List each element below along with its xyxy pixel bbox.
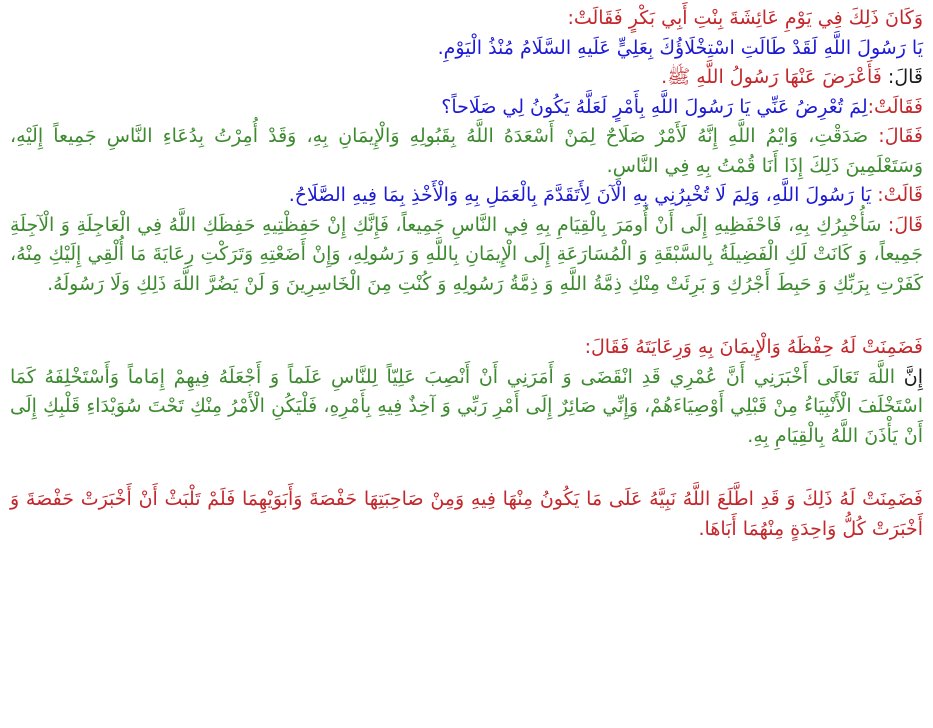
paragraph-conclusion	[10, 485, 923, 544]
narration-text: وَكَانَ ذَلِكَ فِي يَوْمِ عَائِشَةَ بِنْتِ أَبِي بَكْرٍ فَقَالَتْ:	[567, 7, 923, 29]
narration-text: فَضَمِنَتْ لَهُ ذَلِكَ وَ قَدِ اطَّلَعَ اللَّهُ نَبِيَّهُ عَلَى مَا يَكُونُ مِنْهَا فِيهِ وَمِنْ صَاحِبَتِهَا حَفْصَةَ وَأَبَوَيْهِمَا فَلَمْ تَلْبَثْ أَنْ أَخْبَرَتْ حَفْصَةَ وَ أَخْبَرَتْ كُلُّ وَاحِدَةٍ مِنْهُمَا أَبَاهَا.	[10, 488, 923, 540]
speaker-label: قَالَ:	[881, 213, 923, 236]
speaker-label: فَقَالَ:	[868, 125, 923, 147]
aisha-speech: لِمَ تُعْرِضُ عَنِّي يَا رَسُولَ اللَّهِ بِأَمْرٍ لَعَلَّهُ يَكُونُ لِي صَلَاحاً؟	[441, 95, 868, 118]
narration-text: فَضَمِنَتْ لَهُ حِفْظَهُ وَالْإِيمَانَ بِهِ وَرِعَايَتَهُ فَقَالَ:	[584, 336, 923, 358]
paragraph-aisha-request	[10, 181, 923, 211]
paragraph-intro	[10, 4, 923, 34]
aisha-speech: يَا رَسُولَ اللَّهِ، وَلِمَ لَا تُخْبِرُنِي بِهِ الْآنَ لِأَتَقَدَّمَ بِالْعَمَلِ بِهِ وَالْأَخْذِ بِمَا فِيهِ الصَّلَاحُ.	[288, 184, 872, 206]
aisha-speech: يَا رَسُولَ اللَّهِ لَقَدْ طَالَتِ اسْتِخْلَاؤُكَ بِعَلِيٍّ عَلَيهِ السَّلَامُ مُنْذُ الْيَوْمِ.	[437, 36, 923, 59]
paragraph-prophet-instruction	[10, 211, 923, 300]
speaker-label: فَقَالَتْ:	[867, 95, 923, 118]
prophet-speech: صَدَقْتِ، وَايْمُ اللَّهِ إِنَّهُ لَأَمْرٌ صَلَاحٌ لِمَنْ أَسْعَدَهُ اللَّهُ بِقَبُولِهِ وَالْإِيمَانِ بِهِ، وَقَدْ أُمِرْتُ بِدُعَاءِ النَّاسِ جَمِيعاً إِلَيْهِ، وَسَتَعْلَمِينَ ذَلِكَ إِذَا أَنَا قُمْتُ بِهِ فِي النَّاسِ.	[10, 125, 923, 177]
speaker-label: قَالَتْ:	[871, 184, 923, 206]
speaker-label: قَالَ:	[881, 66, 923, 88]
prophet-speech: سَأُخْبِرُكِ بِهِ، فَاحْفَظِيهِ إِلَى أَنْ أُومَرَ بِالْقِيَامِ بِهِ فِي النَّاسِ جَمِيعاً، فَإِنَّكِ إِنْ حَفِظْتِيهِ حَفِظَكِ اللَّهُ فِي الْعَاجِلَةِ وَ الْآجِلَةِ جَمِيعاً، وَ كَانَتْ لَكِ الْفَضِيلَةُ بِالسَّبْقَةِ وَ الْمُسَارَعَةِ إِلَى الْإِيمَانِ بِاللَّهِ وَ رَسُولِهِ، وَإِنْ أَضَعْتِهِ وَتَرَكْتِ رِعَايَةَ مَا أُلْقِي إِلَيْكِ مِنْهُ، كَفَرْتِ بِرَبِّكِ وَ حَبِطَ أَجْرُكِ وَ بَرِئَتْ مِنْكِ ذِمَّةُ اللَّهِ وَ ذِمَّةُ رَسُولِهِ وَ كُنْتِ مِنَ الْخَاسِرِينَ وَ لَنْ يَضُرَّ اللَّهَ ذَلِكِ وَلَا رَسُولَهُ.	[10, 213, 923, 295]
paragraph-prophet-revelation	[10, 363, 923, 452]
paragraph-prophet-reply	[10, 122, 923, 181]
paragraph-prophet-turns-away	[10, 63, 923, 93]
narration-text: فَأَعْرَضَ عَنْهَا رَسُولُ اللَّهِ ﷺ.	[661, 66, 882, 88]
paragraph-gap	[10, 299, 923, 333]
prophet-speech: اللَّهَ تَعَالَى أَخْبَرَنِي أَنَّ عُمْرِي قَدِ انْقَضَى وَ أَمَرَنِي أَنْ أَنْصِبَ عَلِيّاً لِلنَّاسِ عَلَماً وَ أَجْعَلَهُ فِيهِمْ إِمَاماً وَأَسْتَخْلِفَهُ كَمَا اسْتَخْلَفَ الْأَنْبِيَاءُ مِنْ قَبْلِي أَوْصِيَاءَهُمْ، وَإِنِّي صَائِرٌ إِلَى أَمْرِ رَبِّي وَ آخِذٌ فِيهِ بِأَمْرِهِ، فَلْيَكُنِ الْأَمْرُ مِنْكِ تَحْتَ سُوَيْدَاءِ قَلْبِكِ إِلَى أَنْ يَأْذَنَ اللَّهُ بِالْقِيَامِ بِهِ.	[10, 365, 923, 447]
speech-opening: إِنَّ	[895, 365, 923, 388]
paragraph-she-pledged	[10, 333, 923, 363]
paragraph-aisha-asks-why	[10, 93, 923, 123]
paragraph-aisha-question	[10, 34, 923, 64]
paragraph-gap	[10, 451, 923, 485]
